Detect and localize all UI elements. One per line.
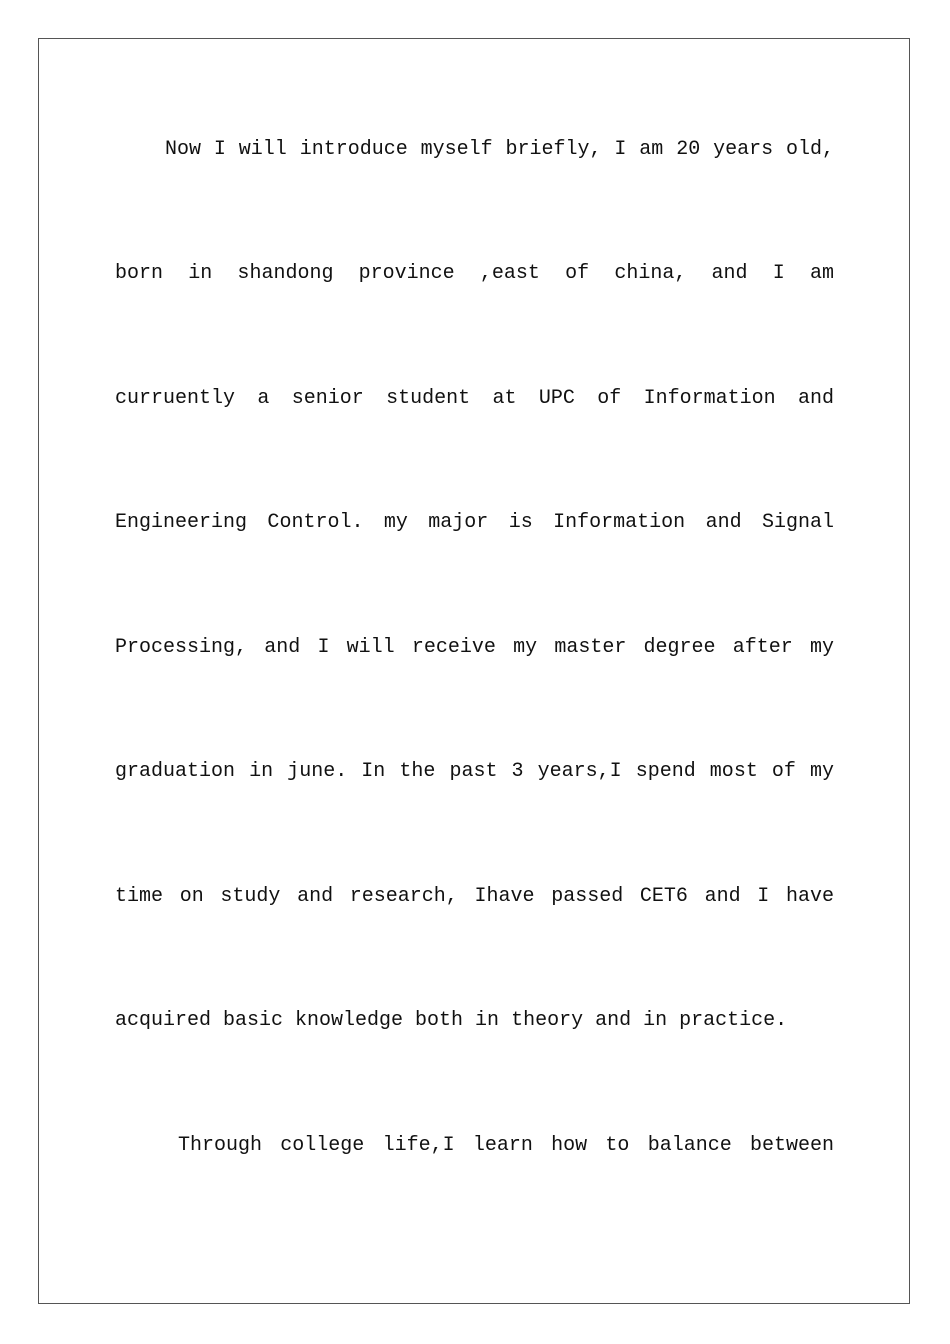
paragraph-1-line-4: Engineering Control. my major is Information and Signal bbox=[115, 511, 834, 534]
paragraph-1-line-3: curruently a senior student at UPC of Information and bbox=[115, 387, 834, 410]
page-frame bbox=[38, 38, 910, 1304]
paragraph-1-line-1: Now I will introduce myself briefly, I am 20 years old, bbox=[165, 138, 834, 161]
paragraph-1-line-6: graduation in june. In the past 3 years,I spend most of my bbox=[115, 760, 834, 783]
paragraph-1-line-7: time on study and research, Ihave passed CET6 and I have bbox=[115, 885, 834, 908]
paragraph-1-line-8: acquired basic knowledge both in theory and in practice. bbox=[115, 1009, 788, 1032]
paragraph-1-line-2: born in shandong province ,east of china, and I am bbox=[115, 262, 834, 285]
paragraph-2-line-1: Through college life,I learn how to balance between bbox=[178, 1134, 834, 1157]
paragraph-1-line-5: Processing, and I will receive my master degree after my bbox=[115, 636, 834, 659]
